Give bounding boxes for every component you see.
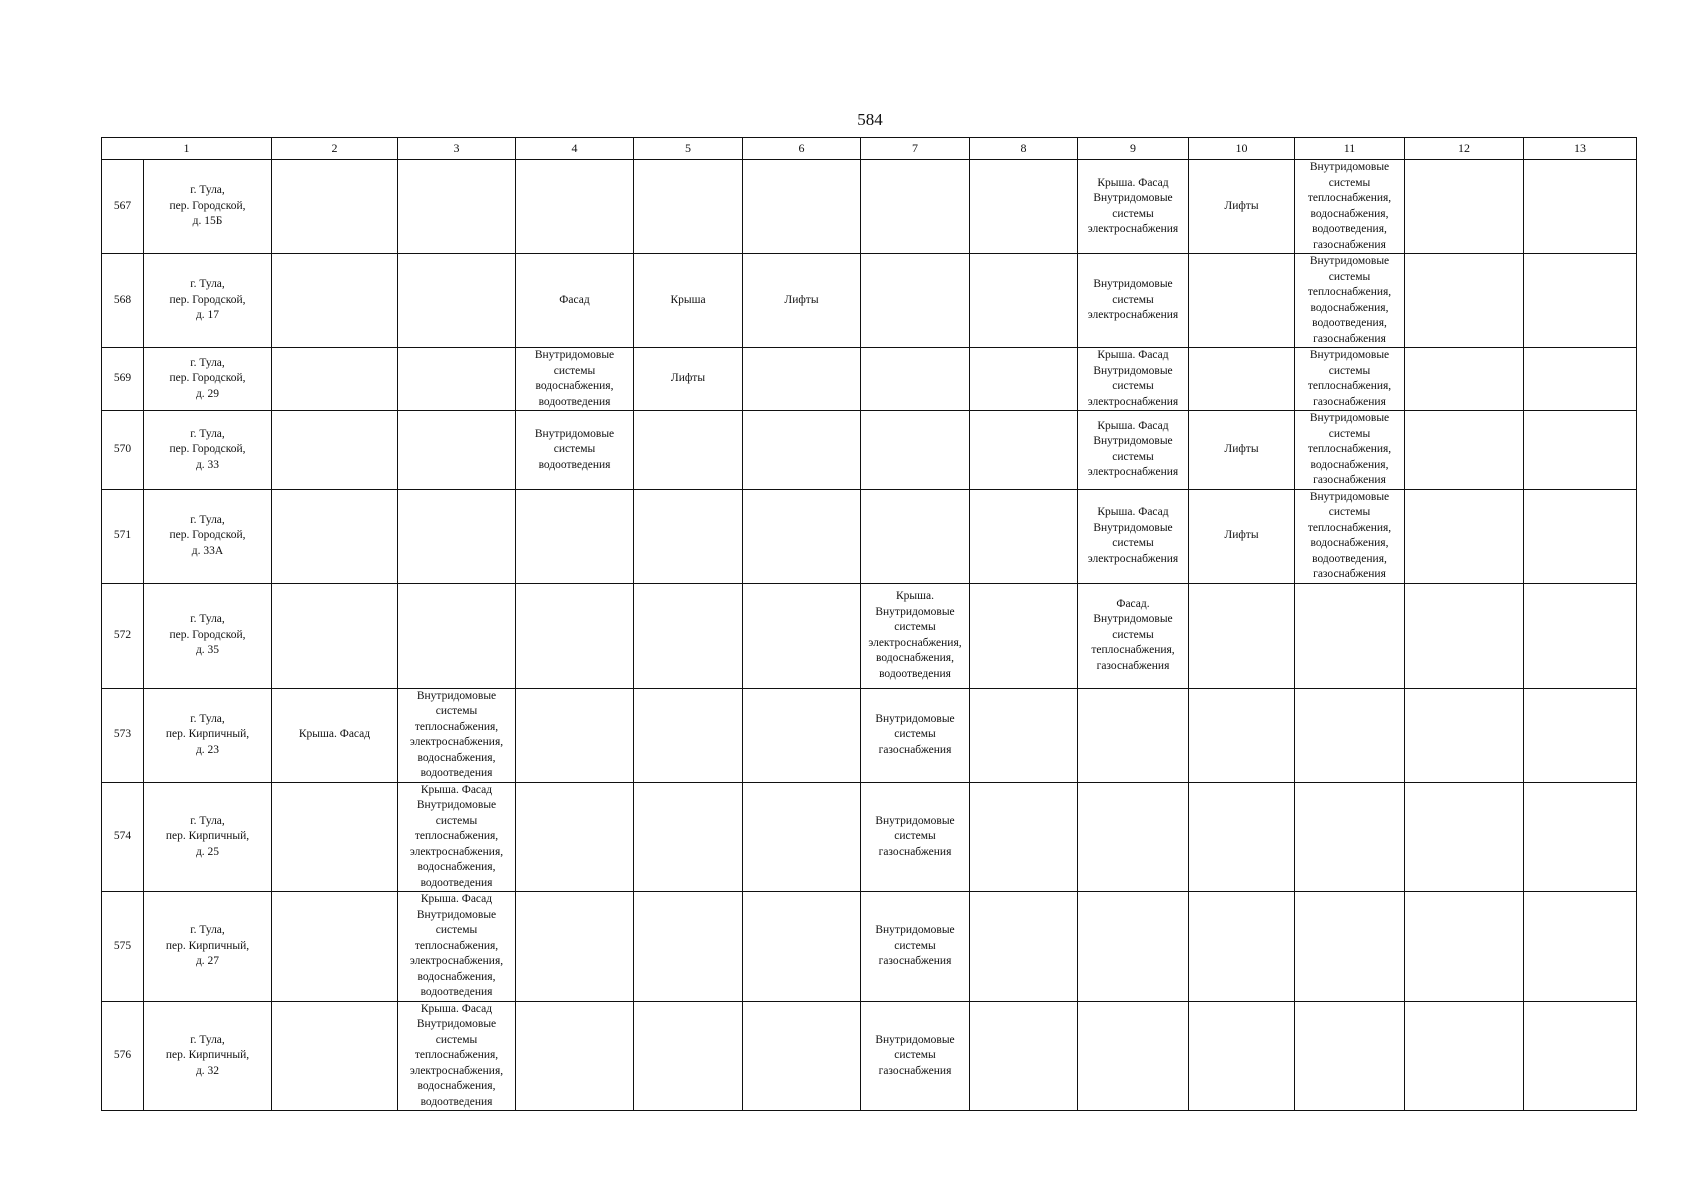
cell-col-13 (1524, 348, 1637, 411)
table-row (102, 160, 1637, 254)
cell-col-5 (634, 254, 743, 348)
address-text: г. Тула, пер. Городской, д. 15Б (169, 184, 246, 228)
table-row (102, 489, 1637, 583)
address-text: г. Тула, пер. Городской, д. 33А (169, 513, 246, 557)
cell-col-13 (1524, 892, 1637, 1002)
cell-col-6 (743, 688, 861, 782)
address-cell (144, 489, 272, 583)
address-cell (144, 688, 272, 782)
cell-col-5 (634, 688, 743, 782)
cell-col-3 (398, 583, 516, 688)
header-col-1: 1 (102, 138, 272, 160)
cell-col-10 (1189, 489, 1295, 583)
cell-col-10 (1189, 348, 1295, 411)
cell-col-13 (1524, 1001, 1637, 1111)
address-cell (144, 782, 272, 892)
address-cell (144, 411, 272, 490)
cell-col-4 (516, 348, 634, 411)
cell-col-13 (1524, 160, 1637, 254)
header-row (102, 138, 1637, 160)
table-row (102, 348, 1637, 411)
row-number: 572 (102, 583, 144, 688)
cell-col-8 (970, 583, 1078, 688)
cell-col-4 (516, 160, 634, 254)
cell-col-9 (1078, 782, 1189, 892)
cell-col-6 (743, 254, 861, 348)
cell-col-9 (1078, 348, 1189, 411)
cell-text: Внутридомовые системы теплоснабжения, водоснабжения, газоснабжения (1307, 412, 1392, 486)
cell-col-2 (272, 688, 398, 782)
cell-col-11 (1295, 348, 1405, 411)
cell-col-4 (516, 892, 634, 1002)
header-col-2: 2 (272, 138, 398, 160)
cell-col-4 (516, 688, 634, 782)
cell-col-11 (1295, 782, 1405, 892)
table-row (102, 1001, 1637, 1111)
header-col-7: 7 (861, 138, 970, 160)
cell-col-11 (1295, 160, 1405, 254)
cell-col-4 (516, 583, 634, 688)
cell-col-13 (1524, 583, 1637, 688)
cell-col-10 (1189, 411, 1295, 490)
cell-col-4 (516, 1001, 634, 1111)
cell-col-5 (634, 160, 743, 254)
cell-col-3 (398, 348, 516, 411)
cell-text: Внутридомовые системы газоснабжения (875, 712, 955, 756)
header-col-9: 9 (1078, 138, 1189, 160)
cell-col-7 (861, 411, 970, 490)
cell-col-9 (1078, 160, 1189, 254)
cell-col-13 (1524, 489, 1637, 583)
cell-col-11 (1295, 489, 1405, 583)
cell-col-3 (398, 254, 516, 348)
cell-col-12 (1405, 688, 1524, 782)
cell-col-11 (1295, 411, 1405, 490)
cell-text: Крыша. Фасад Внутридомовые системы теплоснабжения, электроснабжения, водоснабжения, водоотведения (409, 893, 504, 998)
cell-col-12 (1405, 892, 1524, 1002)
cell-col-6 (743, 892, 861, 1002)
cell-col-3 (398, 892, 516, 1002)
cell-col-5 (634, 892, 743, 1002)
cell-text: Крыша. Фасад Внутридомовые системы электроснабжения (1087, 506, 1179, 565)
cell-col-6 (743, 1001, 861, 1111)
cell-col-9 (1078, 411, 1189, 490)
cell-text: Крыша. Фасад Внутридомовые системы теплоснабжения, электроснабжения, водоснабжения, водоотведения (409, 783, 504, 889)
cell-col-2 (272, 160, 398, 254)
cell-text: Крыша. Фасад (298, 728, 371, 741)
cell-col-4 (516, 489, 634, 583)
cell-text: Крыша. Фасад Внутридомовые системы теплоснабжения, электроснабжения, водоснабжения, водоотведения (409, 1002, 504, 1108)
cell-col-12 (1405, 348, 1524, 411)
cell-text: Внутридомовые системы теплоснабжения, газоснабжения (1307, 349, 1392, 408)
cell-col-3 (398, 489, 516, 583)
cell-text: Крыша (670, 293, 706, 306)
table-row (102, 254, 1637, 348)
header-col-4: 4 (516, 138, 634, 160)
address-cell (144, 583, 272, 688)
cell-col-2 (272, 348, 398, 411)
row-number: 567 (102, 160, 144, 254)
header-col-3: 3 (398, 138, 516, 160)
cell-text: Внутридомовые системы водоснабжения, водоотведения (534, 349, 615, 408)
row-number: 574 (102, 782, 144, 892)
row-number: 573 (102, 688, 144, 782)
cell-col-12 (1405, 583, 1524, 688)
header-col-12: 12 (1405, 138, 1524, 160)
address-text: г. Тула, пер. Городской, д. 33 (169, 427, 246, 471)
address-text: г. Тула, пер. Кирпичный, д. 25 (165, 814, 250, 858)
cell-col-7 (861, 892, 970, 1002)
header-col-6: 6 (743, 138, 861, 160)
address-cell (144, 160, 272, 254)
cell-text: Внутридомовые системы газоснабжения (875, 814, 955, 858)
address-cell (144, 892, 272, 1002)
cell-col-12 (1405, 411, 1524, 490)
cell-col-5 (634, 1001, 743, 1111)
cell-col-5 (634, 411, 743, 490)
cell-col-9 (1078, 688, 1189, 782)
address-cell (144, 1001, 272, 1111)
cell-col-10 (1189, 254, 1295, 348)
repair-schedule-table (101, 137, 1637, 1111)
cell-text: Лифты (784, 293, 819, 306)
cell-col-7 (861, 1001, 970, 1111)
cell-col-2 (272, 782, 398, 892)
cell-col-8 (970, 411, 1078, 490)
cell-col-13 (1524, 782, 1637, 892)
cell-col-3 (398, 782, 516, 892)
cell-col-12 (1405, 1001, 1524, 1111)
cell-col-3 (398, 411, 516, 490)
address-text: г. Тула, пер. Городской, д. 35 (169, 613, 246, 657)
cell-col-9 (1078, 254, 1189, 348)
row-number: 568 (102, 254, 144, 348)
cell-col-12 (1405, 782, 1524, 892)
row-number: 575 (102, 892, 144, 1002)
address-text: г. Тула, пер. Городской, д. 29 (169, 356, 246, 400)
page-number: 584 (857, 110, 883, 129)
cell-col-9 (1078, 583, 1189, 688)
cell-text: Фасад (559, 293, 590, 306)
cell-text: Лифты (1224, 199, 1259, 212)
cell-col-6 (743, 160, 861, 254)
cell-text: Внутридомовые системы электроснабжения (1087, 278, 1179, 322)
cell-col-8 (970, 892, 1078, 1002)
cell-col-11 (1295, 583, 1405, 688)
cell-col-13 (1524, 411, 1637, 490)
cell-col-7 (861, 688, 970, 782)
cell-text: Крыша. Фасад Внутридомовые системы электроснабжения (1087, 419, 1179, 479)
cell-col-6 (743, 583, 861, 688)
cell-col-8 (970, 254, 1078, 348)
cell-col-2 (272, 583, 398, 688)
cell-text: Фасад. Внутридомовые системы теплоснабжения, газоснабжения (1091, 597, 1175, 672)
cell-col-6 (743, 782, 861, 892)
cell-col-2 (272, 411, 398, 490)
cell-col-11 (1295, 892, 1405, 1002)
cell-col-10 (1189, 892, 1295, 1002)
cell-col-6 (743, 489, 861, 583)
cell-col-11 (1295, 688, 1405, 782)
header-col-5: 5 (634, 138, 743, 160)
cell-col-9 (1078, 1001, 1189, 1111)
row-number: 570 (102, 411, 144, 490)
cell-col-4 (516, 782, 634, 892)
table-body (102, 160, 1637, 1111)
table-row (102, 688, 1637, 782)
cell-col-7 (861, 782, 970, 892)
cell-text: Крыша. Фасад Внутридомовые системы электроснабжения (1087, 349, 1179, 408)
cell-col-10 (1189, 688, 1295, 782)
cell-col-8 (970, 688, 1078, 782)
cell-col-5 (634, 782, 743, 892)
cell-col-2 (272, 1001, 398, 1111)
address-text: г. Тула, пер. Кирпичный, д. 32 (165, 1033, 250, 1077)
cell-col-3 (398, 1001, 516, 1111)
cell-text: Внутридомовые системы газоснабжения (875, 924, 955, 967)
cell-col-7 (861, 489, 970, 583)
row-number: 576 (102, 1001, 144, 1111)
cell-text: Крыша. Фасад Внутридомовые системы электроснабжения (1087, 176, 1179, 235)
cell-col-13 (1524, 688, 1637, 782)
cell-text: Лифты (670, 372, 706, 385)
cell-col-9 (1078, 489, 1189, 583)
cell-text: Внутридомовые системы теплоснабжения, водоснабжения, водоотведения, газоснабжения (1307, 490, 1392, 580)
cell-col-8 (970, 348, 1078, 411)
cell-col-4 (516, 411, 634, 490)
cell-col-6 (743, 411, 861, 490)
header-col-13: 13 (1524, 138, 1637, 160)
cell-col-7 (861, 583, 970, 688)
cell-col-8 (970, 489, 1078, 583)
cell-col-7 (861, 160, 970, 254)
cell-text: Внутридомовые системы теплоснабжения, водоснабжения, водоотведения, газоснабжения (1307, 161, 1392, 251)
cell-col-9 (1078, 892, 1189, 1002)
cell-text: Лифты (1224, 529, 1259, 542)
address-cell (144, 348, 272, 411)
cell-col-5 (634, 489, 743, 583)
cell-col-4 (516, 254, 634, 348)
cell-col-3 (398, 688, 516, 782)
cell-text: Лифты (1224, 443, 1259, 455)
table-row (102, 892, 1637, 1002)
cell-col-12 (1405, 160, 1524, 254)
header-col-10: 10 (1189, 138, 1295, 160)
cell-col-2 (272, 489, 398, 583)
cell-col-11 (1295, 254, 1405, 348)
header-col-11: 11 (1295, 138, 1405, 160)
address-text: г. Тула, пер. Городской, д. 17 (169, 278, 246, 322)
cell-col-12 (1405, 489, 1524, 583)
cell-col-12 (1405, 254, 1524, 348)
cell-col-7 (861, 348, 970, 411)
cell-col-8 (970, 160, 1078, 254)
cell-col-8 (970, 782, 1078, 892)
cell-col-2 (272, 254, 398, 348)
cell-text: Внутридомовые системы газоснабжения (875, 1033, 955, 1077)
address-cell (144, 254, 272, 348)
table-row (102, 782, 1637, 892)
header-col-8: 8 (970, 138, 1078, 160)
address-text: г. Тула, пер. Кирпичный, д. 23 (165, 712, 250, 756)
cell-col-6 (743, 348, 861, 411)
cell-text: Крыша. Внутридомовые системы электроснабжения, водоснабжения, водоотведения (868, 590, 962, 680)
cell-text: Внутридомовые системы водоотведения (534, 427, 615, 471)
cell-col-7 (861, 254, 970, 348)
row-number: 571 (102, 489, 144, 583)
cell-col-11 (1295, 1001, 1405, 1111)
cell-text: Внутридомовые системы теплоснабжения, электроснабжения, водоснабжения, водоотведения (409, 689, 504, 779)
cell-col-10 (1189, 1001, 1295, 1111)
cell-col-10 (1189, 782, 1295, 892)
cell-col-13 (1524, 254, 1637, 348)
address-text: г. Тула, пер. Кирпичный, д. 27 (165, 924, 250, 967)
cell-col-5 (634, 583, 743, 688)
cell-col-3 (398, 160, 516, 254)
cell-col-5 (634, 348, 743, 411)
table-row (102, 583, 1637, 688)
cell-col-10 (1189, 583, 1295, 688)
table-row (102, 411, 1637, 490)
cell-text: Внутридомовые системы теплоснабжения, водоснабжения, водоотведения, газоснабжения (1307, 255, 1392, 345)
cell-col-10 (1189, 160, 1295, 254)
row-number: 569 (102, 348, 144, 411)
cell-col-8 (970, 1001, 1078, 1111)
cell-col-2 (272, 892, 398, 1002)
